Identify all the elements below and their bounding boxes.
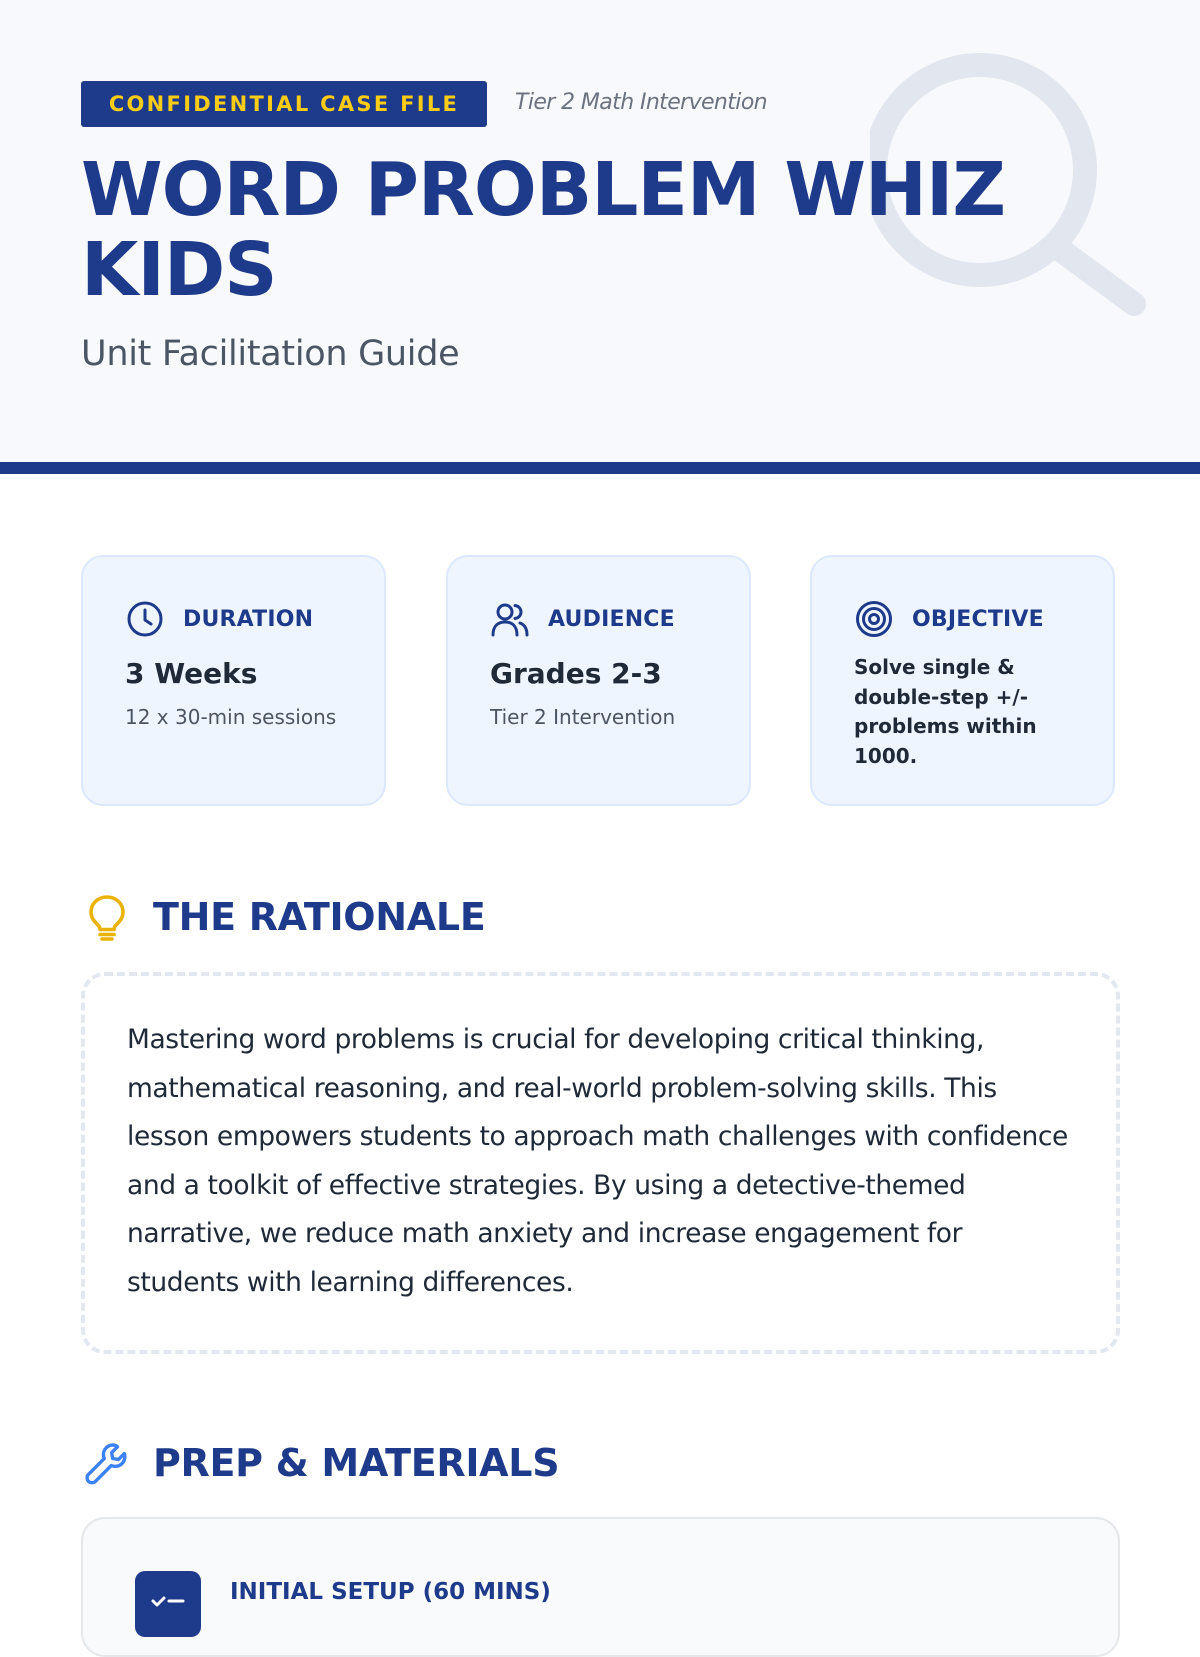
- section-title: PREP & MATERIALS: [153, 1441, 560, 1485]
- case-file-badge: CONFIDENTIAL CASE FILE: [81, 81, 487, 127]
- audience-card: [446, 555, 751, 806]
- rationale-heading: [81, 891, 485, 943]
- prep-item-title: INITIAL SETUP (60 MINS): [230, 1579, 551, 1605]
- badge-subtitle: Tier 2 Math Intervention: [515, 90, 768, 115]
- audience-detail: Tier 2 Intervention: [490, 705, 676, 729]
- header-divider: [0, 462, 1200, 474]
- card-label: DURATION: [183, 606, 314, 632]
- users-icon: [490, 599, 530, 639]
- lightbulb-icon: [81, 891, 133, 943]
- rationale-text: Mastering word problems is crucial for developing critical thinking, mathematical reasoning, and real-world problem-solving skills. This lesson empowers students to approach math challenges with confidence and a toolkit of effective strategies. By using a detective-themed narrative, we reduce math anxiety and increase engagement for students with learning differences.: [127, 1024, 1068, 1298]
- prep-item-card: [81, 1517, 1120, 1657]
- duration-card: [81, 555, 386, 806]
- card-header: [125, 599, 313, 639]
- card-label: OBJECTIVE: [912, 606, 1044, 632]
- objective-text: Solve single & double-step +/- problems within 1000.: [854, 655, 1037, 768]
- card-header: [854, 599, 1044, 639]
- section-title: THE RATIONALE: [153, 895, 486, 939]
- duration-detail: 12 x 30-min sessions: [125, 705, 337, 729]
- page-title: WORD PROBLEM WHIZ KIDS: [81, 147, 1006, 313]
- duration-value: 3 Weeks: [125, 657, 258, 690]
- card-header: [490, 599, 675, 639]
- audience-value: Grades 2-3: [490, 657, 662, 690]
- objective-card: [810, 555, 1115, 806]
- prep-heading: [81, 1437, 559, 1489]
- checklist-icon: [135, 1571, 201, 1637]
- target-icon: [854, 599, 894, 639]
- wrench-icon: [81, 1437, 133, 1489]
- header: [0, 0, 1200, 462]
- card-label: AUDIENCE: [548, 606, 675, 632]
- clock-icon: [125, 599, 165, 639]
- rationale-box: [81, 972, 1120, 1354]
- page-subtitle: Unit Facilitation Guide: [81, 334, 460, 374]
